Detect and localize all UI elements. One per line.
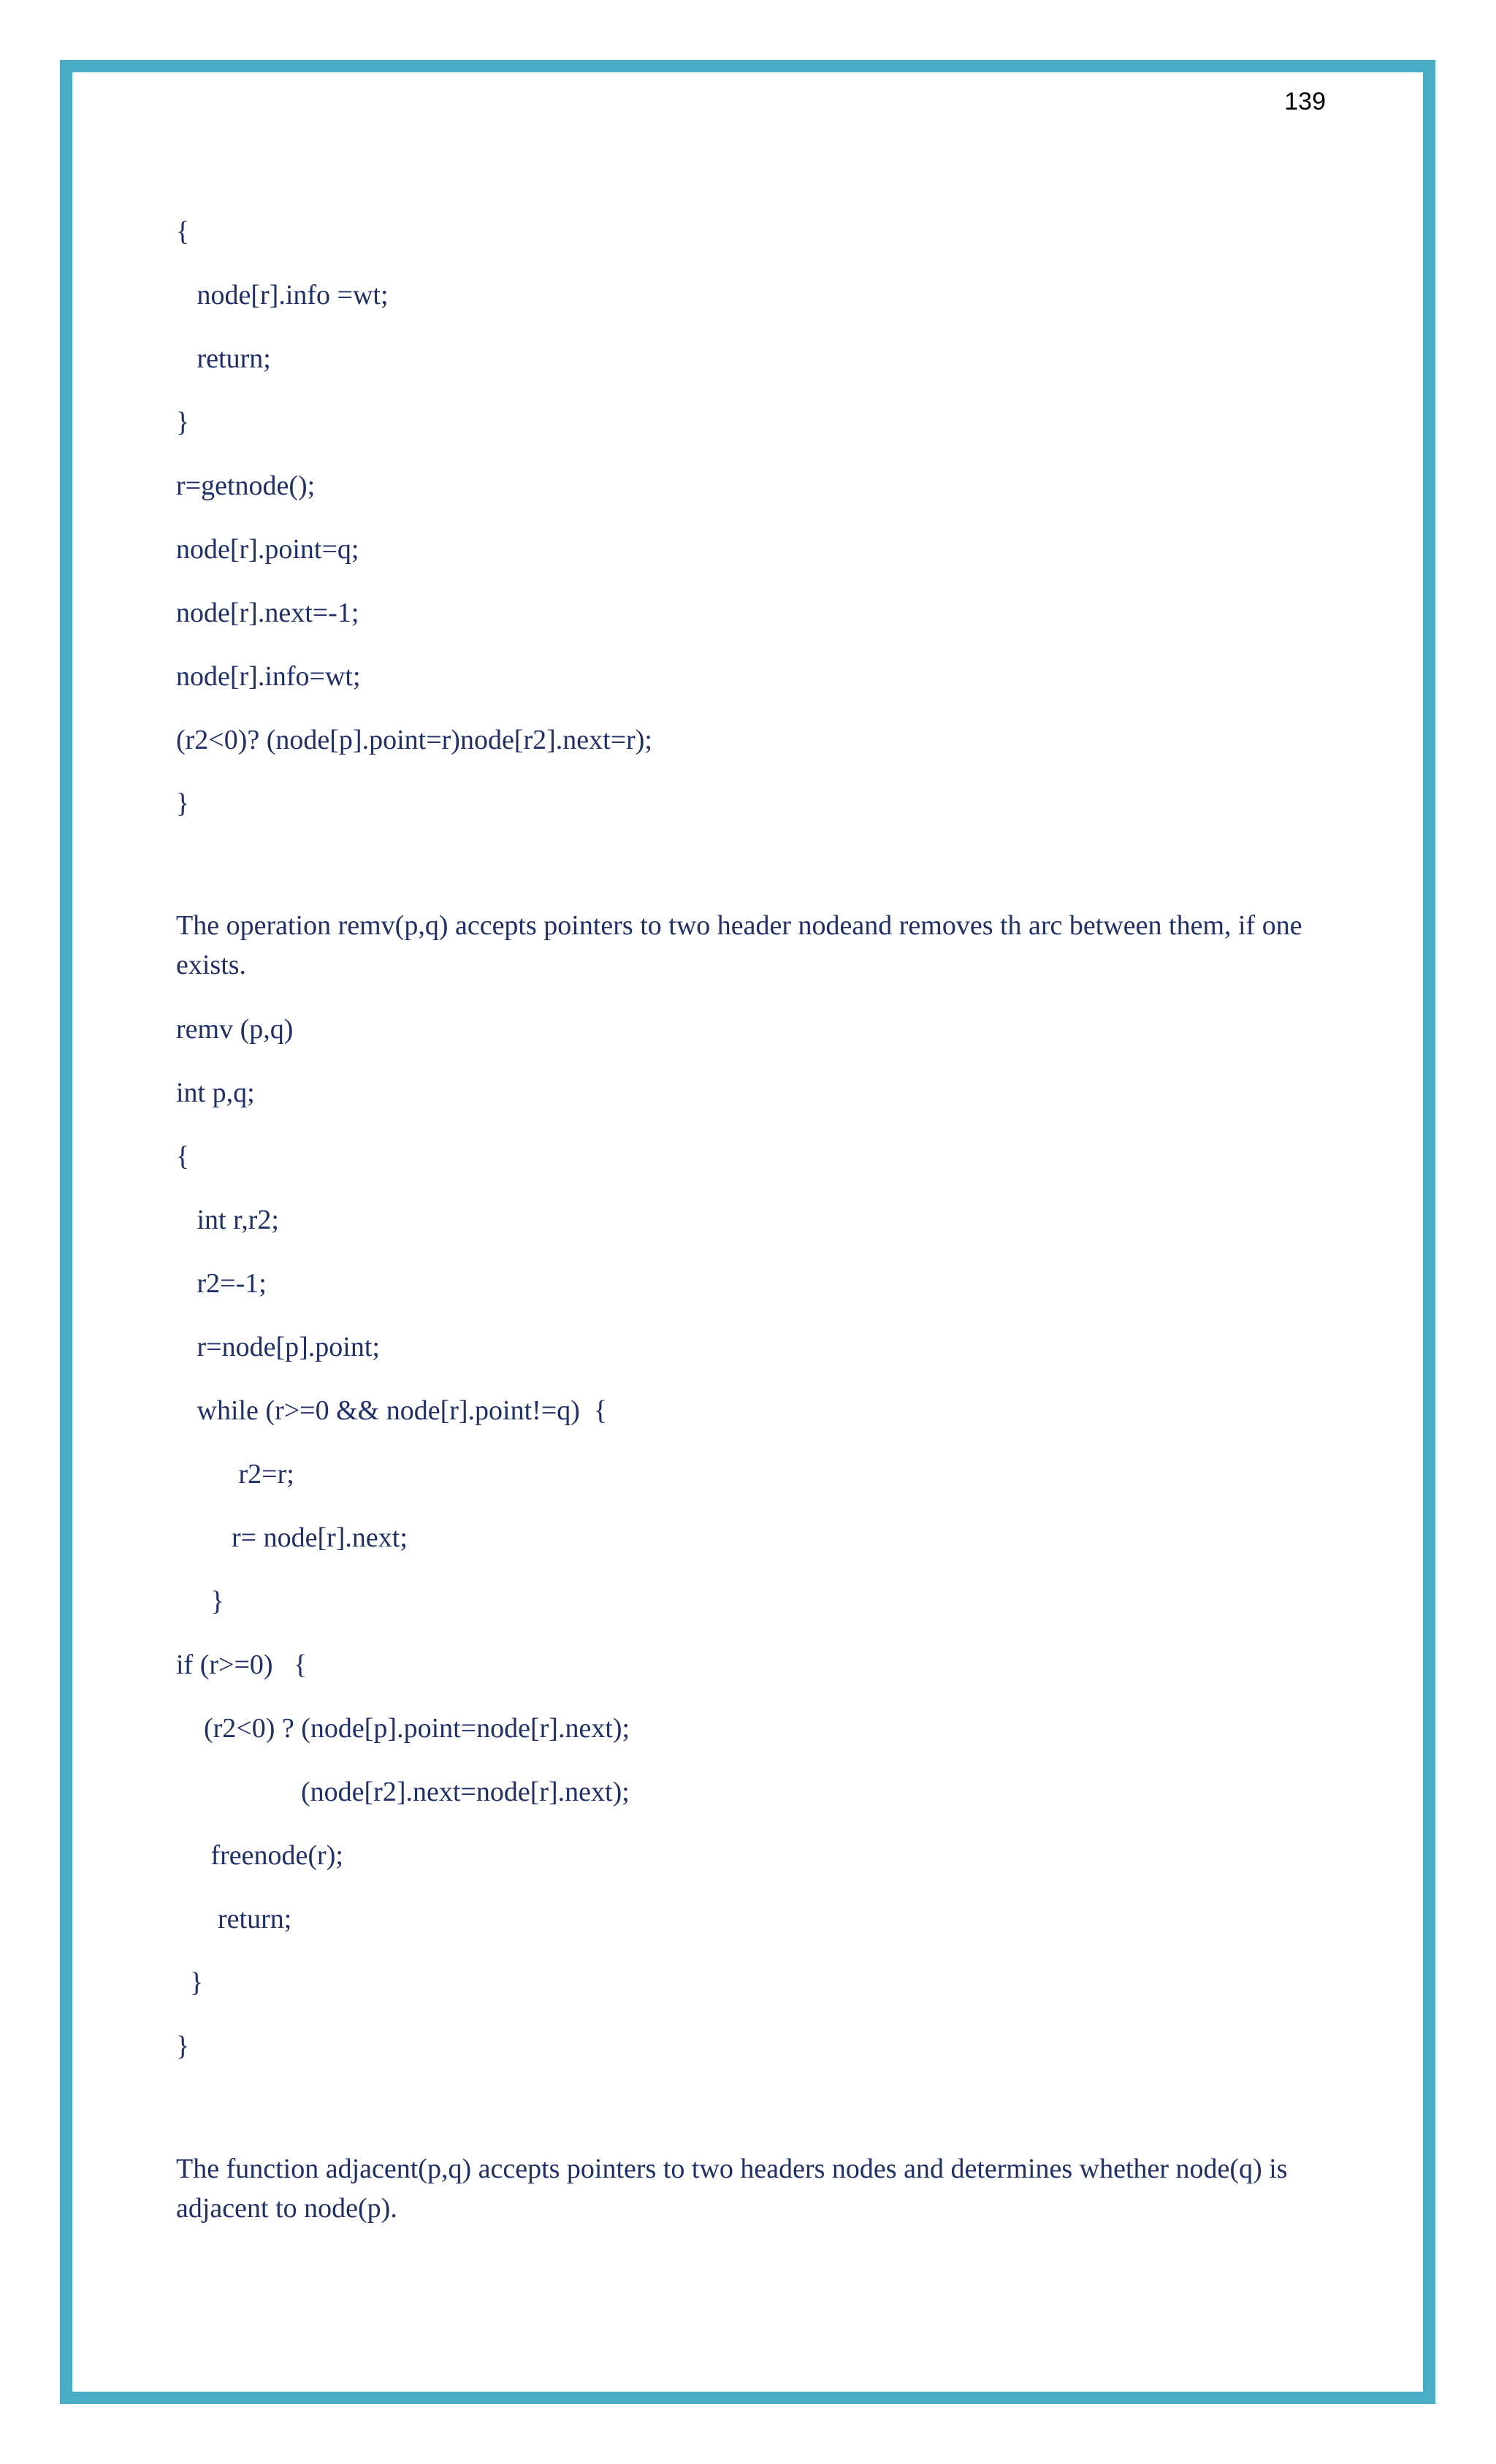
code-line: } xyxy=(176,1586,224,1617)
code-line: } xyxy=(176,1967,204,1998)
code-line: (r2<0)? (node[p].point=r)node[r2].next=r); xyxy=(176,725,652,755)
code-line: if (r>=0) { xyxy=(176,1649,308,1680)
code-line: return; xyxy=(176,343,271,374)
code-line: freenode(r); xyxy=(176,1840,343,1871)
paragraph: The function adjacent(p,q) accepts pointers to two headers nodes and determines whether node(q) is adjacent to node(p). xyxy=(176,2154,1288,2224)
code-line: { xyxy=(176,216,190,247)
code-line: int p,q; xyxy=(176,1077,255,1108)
code-line: int r,r2; xyxy=(176,1205,279,1235)
code-line: node[r].info =wt; xyxy=(176,280,389,310)
code-line: } xyxy=(176,788,190,819)
code-line: r=getnode(); xyxy=(176,470,316,501)
code-line: { xyxy=(176,1141,190,1172)
page-number: 139 xyxy=(1284,88,1326,115)
code-line: return; xyxy=(176,1904,292,1934)
code-line: r= node[r].next; xyxy=(176,1522,408,1553)
code-line: r2=-1; xyxy=(176,1268,267,1299)
code-line: r2=r; xyxy=(176,1459,294,1490)
paragraph: The operation remv(p,q) accepts pointers to two header nodeand removes th arc between them, if one exists. xyxy=(176,910,1302,980)
code-line: remv (p,q) xyxy=(176,1014,294,1045)
code-line: r=node[p].point; xyxy=(176,1332,380,1362)
code-line: while (r>=0 && node[r].point!=q) { xyxy=(176,1395,608,1426)
code-line: } xyxy=(176,407,190,438)
code-line: node[r].info=wt; xyxy=(176,661,361,692)
code-line: (node[r2].next=node[r].next); xyxy=(176,1777,630,1807)
code-line: node[r].point=q; xyxy=(176,534,359,565)
code-line: (r2<0) ? (node[p].point=node[r].next); xyxy=(176,1713,630,1744)
code-line: } xyxy=(176,2031,190,2061)
code-line: node[r].next=-1; xyxy=(176,598,359,628)
